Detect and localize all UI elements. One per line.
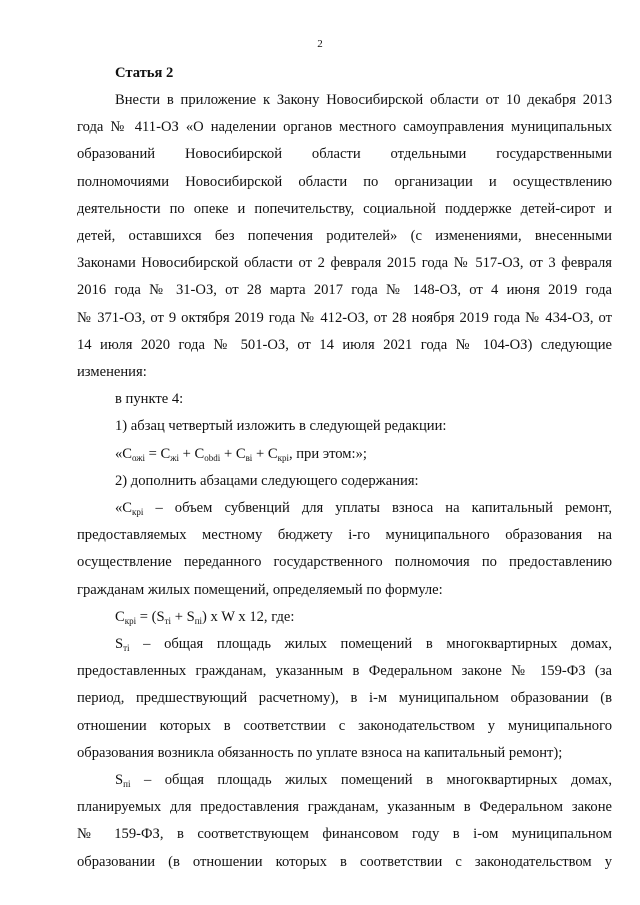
text-line: предоставленных гражданам, указанным в Федеральном законе № 159-ФЗ (за <box>77 663 612 680</box>
spi-definition <box>77 767 612 876</box>
point-4-line: в пункте 4: <box>115 391 184 408</box>
text-line: года № 411-ОЗ «О наделении органов местного самоуправления муниципальных <box>77 119 612 136</box>
text-line: Внести в приложение к Закону Новосибирской области от 10 декабря 2013 <box>115 92 612 108</box>
text-line: период, предшествующий расчетному), в i-м муниципальном образовании (в <box>77 690 612 707</box>
text-line: Законами Новосибирской области от 2 февраля 2015 года № 517-ОЗ, от 3 февраля <box>77 255 612 272</box>
ckri-definition <box>77 495 612 604</box>
item-2-line: 2) дополнить абзацами следующего содержания: <box>115 472 419 489</box>
text-line: изменения: <box>77 364 147 381</box>
text-line: предоставляемых местному бюджету i-го муниципального образования на <box>77 527 612 544</box>
text-line: образований Новосибирской области отдельными государственными <box>77 146 612 163</box>
text-line: отношении которых в соответствии с законодательством у муниципального <box>77 717 612 734</box>
intro-paragraph <box>77 87 612 386</box>
text-line: 14 июля 2020 года № 501-ОЗ, от 14 июля 2021 года № 104-ОЗ) следующие <box>77 336 612 353</box>
article-heading: Статья 2 <box>115 65 174 81</box>
text-line: образовании (в отношении которых в соответствии с законодательством у <box>77 853 612 870</box>
text-line: № 371-ОЗ, от 9 октября 2019 года № 412-ОЗ, от 28 ноября 2019 года № 434-ОЗ, от <box>77 309 612 326</box>
text-line: № 159-ФЗ, в соответствующем финансовом году в i-ом муниципальном <box>77 826 612 843</box>
text-line: детей, оставшихся без попечения родителей» (с изменениями, внесенными <box>77 228 612 245</box>
page-number: 2 <box>317 38 323 50</box>
item-1-line: 1) абзац четвертый изложить в следующей редакции: <box>115 418 447 435</box>
text-line: $S_{тi}$ – общая площадь жилых помещений в многоквартирных домах, <box>115 636 612 654</box>
text-line: планируемых для предоставления гражданам, указанным в Федеральном законе <box>77 799 612 816</box>
formula-c-ozhi: «$С_{ожi} = С_{жi} + С_{obdi} + С_{вi} + С_{крi}$, при этом:»; <box>115 445 367 463</box>
text-line: образования возникла обязанность по уплате взноса на капитальный ремонт); <box>77 744 563 761</box>
text-line: «$С_{крi}$ – объем субвенций для уплаты взноса на капитальный ремонт, <box>115 500 612 518</box>
text-line: осуществление переданного государственного полномочия по предоставлению <box>77 554 612 571</box>
sti-definition <box>77 631 612 767</box>
text-line: гражданам жилых помещений, определяемый по формуле: <box>77 581 443 598</box>
text-line: $S_{пi}$ – общая площадь жилых помещений в многоквартирных домах, <box>115 772 612 790</box>
document-body <box>77 60 612 876</box>
text-line: деятельности по опеке и попечительству, социальной поддержке детей-сирот и <box>77 200 612 217</box>
text-line: полномочиями Новосибирской области по организации и осуществлению <box>77 173 612 190</box>
text-line: 2016 года № 31-ОЗ, от 28 марта 2017 года № 148-ОЗ, от 4 июня 2019 года <box>77 282 612 299</box>
formula-c-kri: $С_{крi} = (S_{тi} + S_{пi})$ x W x 12, где: <box>115 608 295 626</box>
